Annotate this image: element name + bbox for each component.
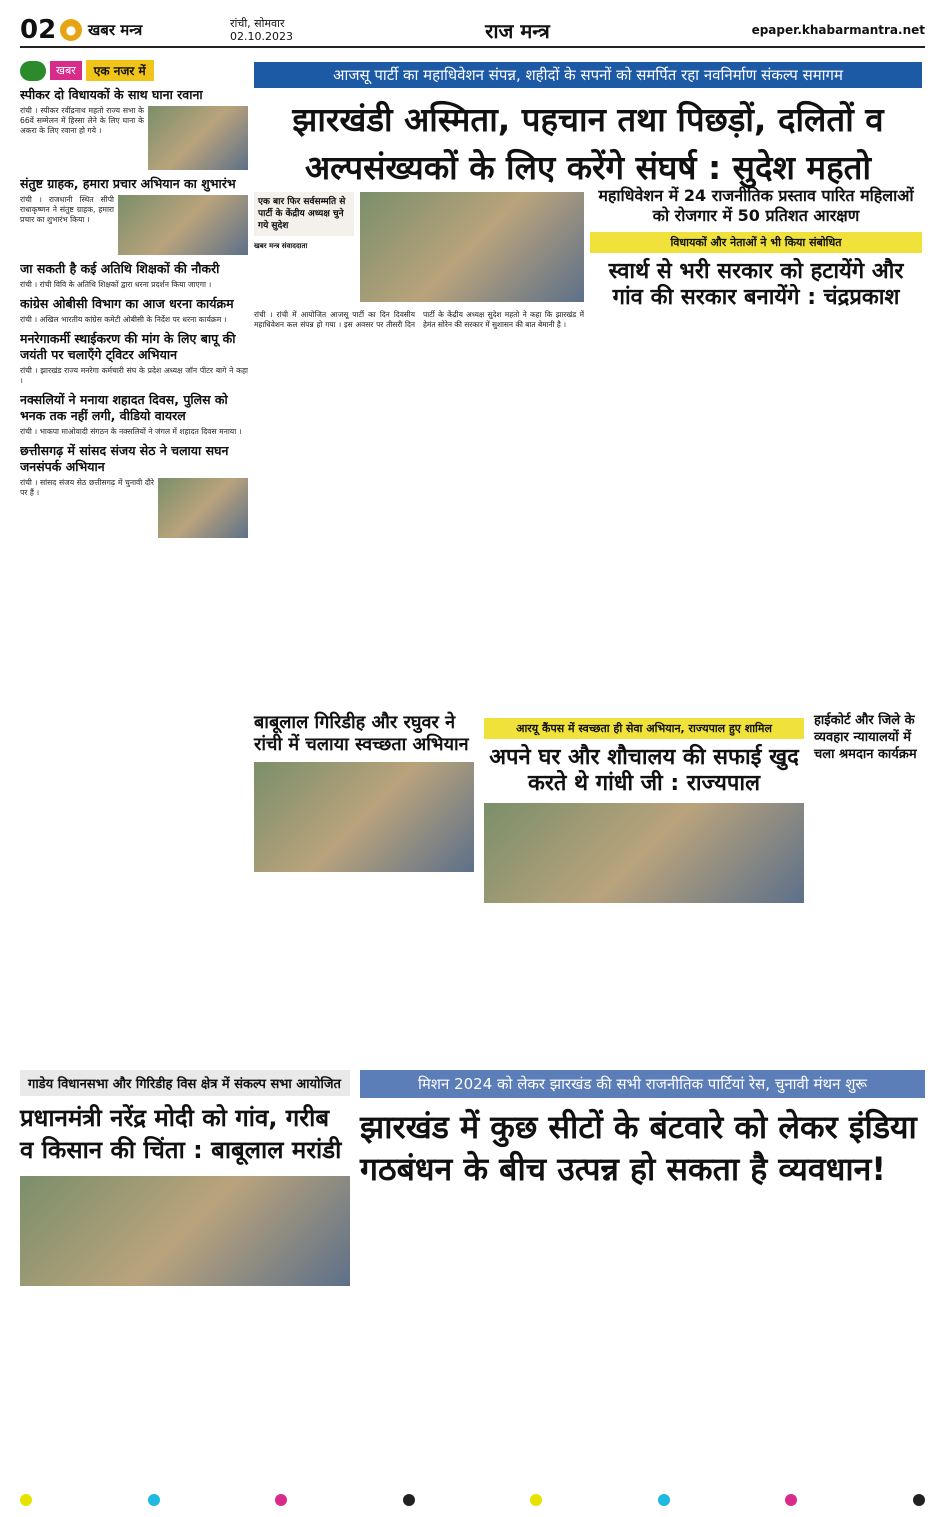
brief-body: रांची । रांची विवि के अतिथि शिक्षकों द्वारा धरना प्रदर्शन किया जाएगा । (20, 280, 212, 289)
mid-strip (254, 712, 922, 903)
speakers-tagbar: विधायकों और नेताओं ने भी किया संबोधित (590, 232, 922, 253)
lead-kicker: आजसू पार्टी का महाधिवेशन संपन्न, शहीदों के सपनों को समर्पित रहा नवनिर्माण संकल्प समागम (254, 62, 922, 88)
lead-headline-line2: अल्पसंख्यकों के लिए करेंगे संघर्ष : सुदेश महतो (304, 148, 872, 187)
brief-headline: स्पीकर दो विधायकों के साथ घाना रवाना (20, 87, 203, 102)
right-stack (590, 186, 922, 311)
city-day: रांची, सोमवार (230, 17, 285, 30)
marandi-headline: प्रधानमंत्री नरेंद्र मोदी को गांव, गरीब व किसान की चिंता : बाबूलाल मरांडी (20, 1104, 342, 1164)
page-number: 02 (20, 15, 57, 45)
bottom-section (20, 1070, 925, 1286)
tag-label: एक नजर में (86, 60, 154, 81)
registration-dot (20, 1494, 32, 1506)
news-photo (148, 106, 248, 170)
brief-headline: जा सकती है कई अतिथि शिक्षकों की नौकरी (20, 261, 220, 276)
issue-date: 02.10.2023 (230, 30, 293, 43)
tag-row (20, 60, 248, 81)
lead-headline-line1: झारखंडी अस्मिता, पहचान तथा पिछड़ों, दलितों व (292, 100, 884, 139)
news-photo (158, 478, 248, 538)
mission-2024-banner: मिशन 2024 को लेकर झारखंड की सभी राजनीतिक पार्टियां रेस, चुनावी मंथन शुरू (360, 1070, 925, 1098)
brand-logo-icon: ● (60, 19, 82, 41)
lead-sidenote: एक बार फिर सर्वसम्मति से पार्टी के केंद्रीय अध्यक्ष चुने गये सुदेश (254, 192, 354, 236)
registration-dot (275, 1494, 287, 1506)
brief-body: रांची । झारखंड राज्य मनरेगा कर्मचारी संघ के प्रदेश अध्यक्ष जॉन पीटर बागे ने कहा । (20, 366, 248, 385)
registration-dot (530, 1494, 542, 1506)
rally-photo (20, 1176, 350, 1286)
brief-body: रांची । अखिल भारतीय कांग्रेस कमेटी ओबीसी के निर्देश पर धरना कार्यक्रम । (20, 315, 227, 324)
highcourt-headline: हाईकोर्ट और जिले के व्यवहार न्यायालयों में चला श्रमदान कार्यक्रम (814, 713, 917, 762)
cleanliness-headline: बाबूलाल गिरिडीह और रघुवर ने रांची में चलाया स्वच्छता अभियान (254, 712, 469, 755)
governor-photo (484, 803, 804, 903)
sankalp-tag: गाडेय विधानसभा और गिरिडीह विस क्षेत्र में संकल्प सभा आयोजित (20, 1070, 350, 1096)
lead-story (254, 192, 584, 752)
brief-body: रांची । राजधानी स्थित सीपी राधाकृष्णन ने संतुष्ट ग्राहक, हमारा प्रचार का शुभारंभ किया । (20, 195, 114, 224)
registration-dot (913, 1494, 925, 1506)
left-column (20, 60, 248, 1060)
lead-body: रांची । रांची में आयोजित आजसू पार्टी का दिन दिवसीय महाधिवेशन कल संपन्न हो गया । इस अवसर पर तीसरी दिन पार्टी के केंद्रीय अध्यक्ष सुदेश महतो ने कहा कि झारखंड में हेमंत सोरेन की सरकार में सुशासन की बात बेमानी है । (254, 310, 584, 329)
india-alliance-headline: झारखंड में कुछ सीटों के बंटवारे को लेकर इंडिया गठबंधन के बीच उत्पन्न हो सकता है व्यवधान! (360, 1108, 917, 1188)
brief-headline: नक्सलियों ने मनाया शहादत दिवस, पुलिस को भनक तक नहीं लगी, वीडियो वायरल (20, 392, 228, 423)
masthead (20, 14, 925, 48)
ru-campus-tag: आरयू कैंपस में स्वच्छता ही सेवा अभियान, राज्यपाल हुए शामिल (484, 718, 804, 739)
brief-headline: छत्तीसगढ़ में सांसद संजय सेठ ने चलाया सघन जनसंपर्क अभियान (20, 443, 229, 474)
brief-body: रांची । सांसद संजय सेठ छत्तीसगढ़ में चुनावी दौरे पर हैं । (20, 478, 154, 497)
resolution-subhead: महाधिवेशन में 24 राजनीतिक प्रस्ताव पारित महिलाओं को रोजगार में 50 प्रतिशत आरक्षण (598, 186, 914, 225)
tag-logo-icon (20, 61, 46, 81)
governor-headline: अपने घर और शौचालय की सफाई खुद करते थे गांधी जी : राज्यपाल (489, 745, 799, 796)
lead-photo (360, 192, 584, 302)
dateline (230, 17, 340, 43)
brief-headline: मनरेगाकर्मी स्थाईकरण की मांग के लिए बापू की जयंती पर चलाएँगे ट्विटर अभियान (20, 331, 236, 362)
brand (60, 19, 230, 41)
brief-body: रांची । भाकपा माओवादी संगठन के नक्सलियों ने जंगल में शहादत दिवस मनाया । (20, 427, 242, 436)
tag-brand: खबर (50, 61, 82, 80)
brief-body: रांची । स्पीकर रवींद्रनाथ महतो राज्य सभा के 66वें सम्मेलन में हिस्सा लेने के लिए घाना के अकरा के लिए रवाना हो गये । (20, 106, 144, 135)
news-photo (118, 195, 248, 255)
section-title: राज मन्त्र (485, 18, 550, 43)
registration-dot (148, 1494, 160, 1506)
lead-headline (254, 96, 922, 192)
brief-headline: कांग्रेस ओबीसी विभाग का आज धरना कार्यक्रम (20, 296, 234, 311)
site-url[interactable]: epaper.khabarmantra.net (751, 23, 925, 37)
registration-dot (403, 1494, 415, 1506)
print-registration-marks (20, 1494, 925, 1506)
brand-name: खबर मन्त्र (88, 21, 143, 39)
registration-dot (658, 1494, 670, 1506)
chandraprakash-headline: स्वार्थ से भरी सरकार को हटायेंगे और गांव की सरकार बनायेंगे : चंद्रप्रकाश (608, 259, 904, 310)
brief-headline: संतुष्ट ग्राहक, हमारा प्रचार अभियान का शुभारंभ (20, 176, 236, 191)
lead-byline: खबर मन्त्र संवाददाता (254, 242, 308, 250)
registration-dot (785, 1494, 797, 1506)
cleanliness-photo (254, 762, 474, 872)
